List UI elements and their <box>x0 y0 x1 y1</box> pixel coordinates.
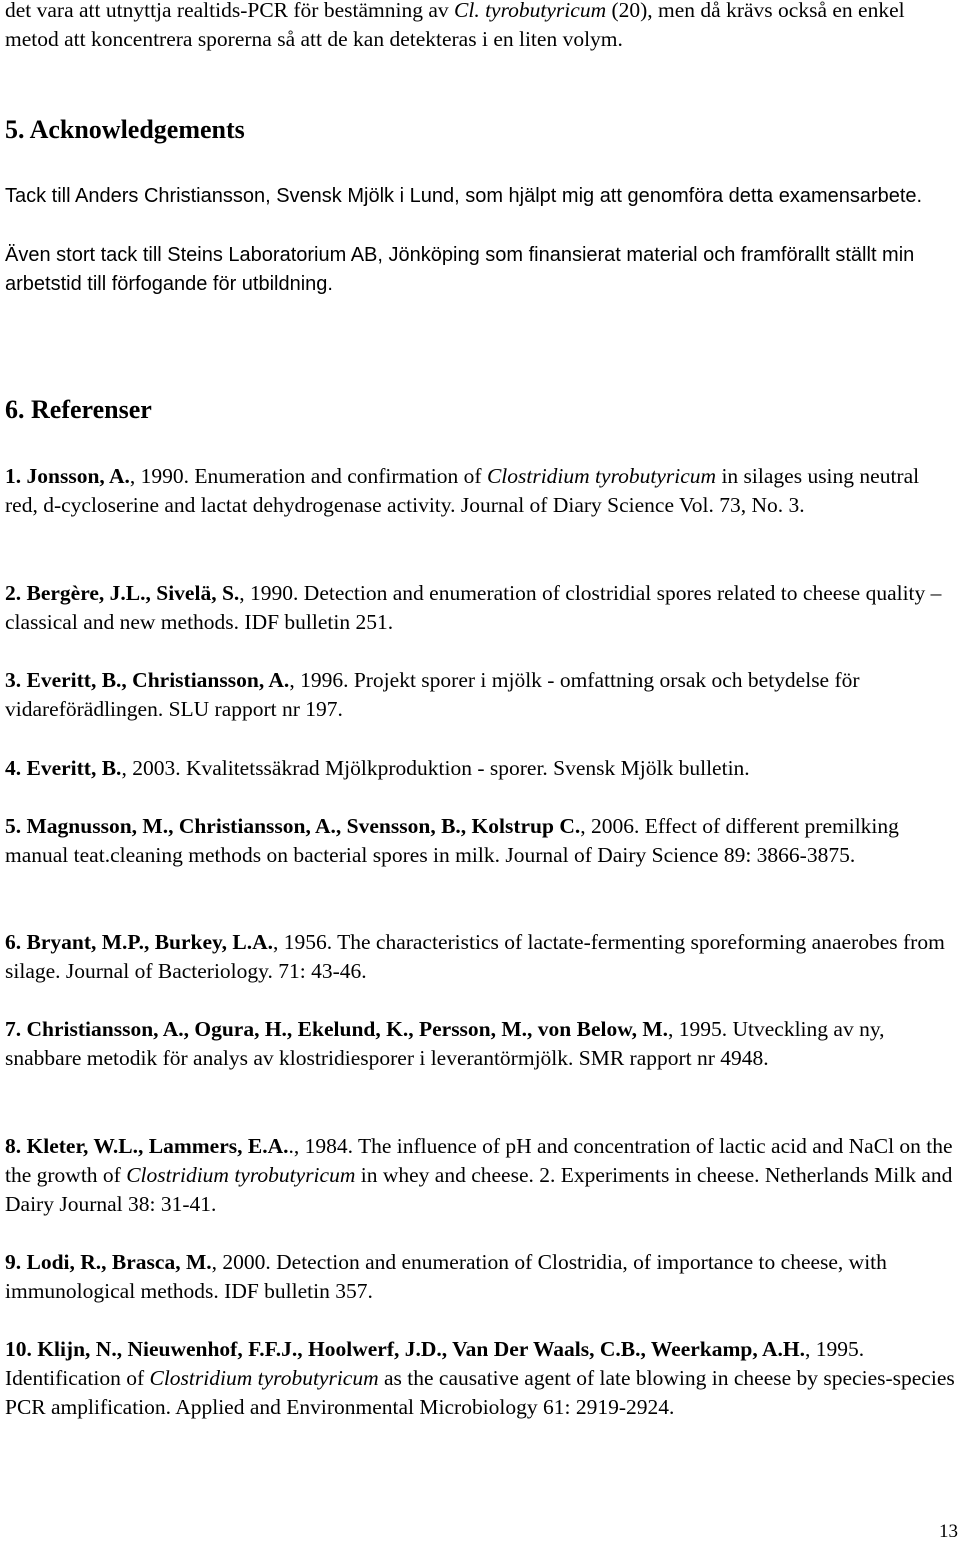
reference-item: 6. Bryant, M.P., Burkey, L.A., 1956. The characteristics of lactate-fermenting sporeforming anaerobes from silage. Journal of Bacteriology. 71: 43-46. <box>5 930 945 983</box>
reference-authors: 6. Bryant, M.P., Burkey, L.A. <box>5 930 273 954</box>
intro-text-b: (20), men då krävs också en enkel metod att koncentrera sporerna så att de kan detekteras i en liten volym. <box>5 0 905 51</box>
acknowledgements-heading: 5. Acknowledgements <box>5 115 245 144</box>
reference-authors: 9. Lodi, R., Brasca, M. <box>5 1250 212 1274</box>
reference-authors: 3. Everitt, B., Christiansson, A. <box>5 668 290 692</box>
reference-authors: 4. Everitt, B. <box>5 756 122 780</box>
reference-item: 5. Magnusson, M., Christiansson, A., Svensson, B., Kolstrup C., 2006. Effect of different premilking manual teat.cleaning methods on bacterial spores in milk. Journal of Dairy Science 89: 3866-3875. <box>5 814 899 867</box>
reference-item: 3. Everitt, B., Christiansson, A., 1996. Projekt sporer i mjölk - omfattning orsak och betydelse för vidareförädlingen. SLU rapport nr 197. <box>5 668 860 721</box>
reference-authors: 1. Jonsson, A. <box>5 464 130 488</box>
reference-item: 4. Everitt, B., 2003. Kvalitetssäkrad Mjölkproduktion - sporer. Svensk Mjölk bulletin. <box>5 756 750 780</box>
reference-item: 1. Jonsson, A., 1990. Enumeration and confirmation of Clostridium tyrobutyricum in silages using neutral red, d-cycloserine and lactat dehydrogenase activity. Journal of Diary Science Vol. 73, No. 3. <box>5 464 920 517</box>
reference-item: 8. Kleter, W.L., Lammers, E.A.., 1984. The influence of pH and concentration of lactic acid and NaCl on the the growth of Clostridium tyrobutyricum in whey and cheese. 2. Experiments in cheese. Netherlands Milk and Dairy Journal 38: 31-41. <box>5 1134 953 1216</box>
reference-authors: 2. Bergère, J.L., Sivelä, S. <box>5 581 240 605</box>
reference-authors: 7. Christiansson, A., Ogura, H., Ekelund, K., Persson, M., von Below, M. <box>5 1017 668 1041</box>
intro-text-a: det vara att utnyttja realtids-PCR för bestämning av <box>5 0 455 22</box>
reference-item: 7. Christiansson, A., Ogura, H., Ekelund, K., Persson, M., von Below, M., 1995. Utveckling av ny, snabbare metodik för analys av klostridiesporer i leverantörmjölk. SMR rapport nr 4948. <box>5 1017 885 1070</box>
reference-item: 2. Bergère, J.L., Sivelä, S., 1990. Detection and enumeration of clostridial spores related to cheese quality – classical and new methods. IDF bulletin 251. <box>5 581 942 634</box>
reference-authors: 10. Klijn, N., Nieuwenhof, F.F.J., Hoolwerf, J.D., Van Der Waals, C.B., Weerkamp, A.H. <box>5 1337 805 1361</box>
reference-item: 10. Klijn, N., Nieuwenhof, F.F.J., Hoolwerf, J.D., Van Der Waals, C.B., Weerkamp, A.H., 1995. Identification of Clostridium tyrobutyricum as the causative agent of late blowing in cheese by species-species PCR amplification. Applied and Environmental Microbiology 61: 2919-2924. <box>5 1337 955 1419</box>
acknowledgements-paragraph-2: Även stort tack till Steins Laboratorium AB, Jönköping som finansierat material och framförallt ställt min arbetstid till förfogande för utbildning. <box>5 244 915 295</box>
acknowledgements-paragraph-1: Tack till Anders Christiansson, Svensk Mjölk i Lund, som hjälpt mig att genomföra detta examensarbete. <box>5 185 923 207</box>
reference-authors: 8. Kleter, W.L., Lammers, E.A. <box>5 1134 289 1158</box>
page-number: 13 <box>939 1521 958 1542</box>
reference-authors: 5. Magnusson, M., Christiansson, A., Svensson, B., Kolstrup C. <box>5 814 581 838</box>
intro-paragraph <box>5 0 957 54</box>
references-heading: 6. Referenser <box>5 395 152 424</box>
intro-italic: Cl. tyrobutyricum <box>454 0 607 22</box>
reference-item: 9. Lodi, R., Brasca, M., 2000. Detection and enumeration of Clostridia, of importance to cheese, with immunological methods. IDF bulletin 357. <box>5 1250 887 1303</box>
